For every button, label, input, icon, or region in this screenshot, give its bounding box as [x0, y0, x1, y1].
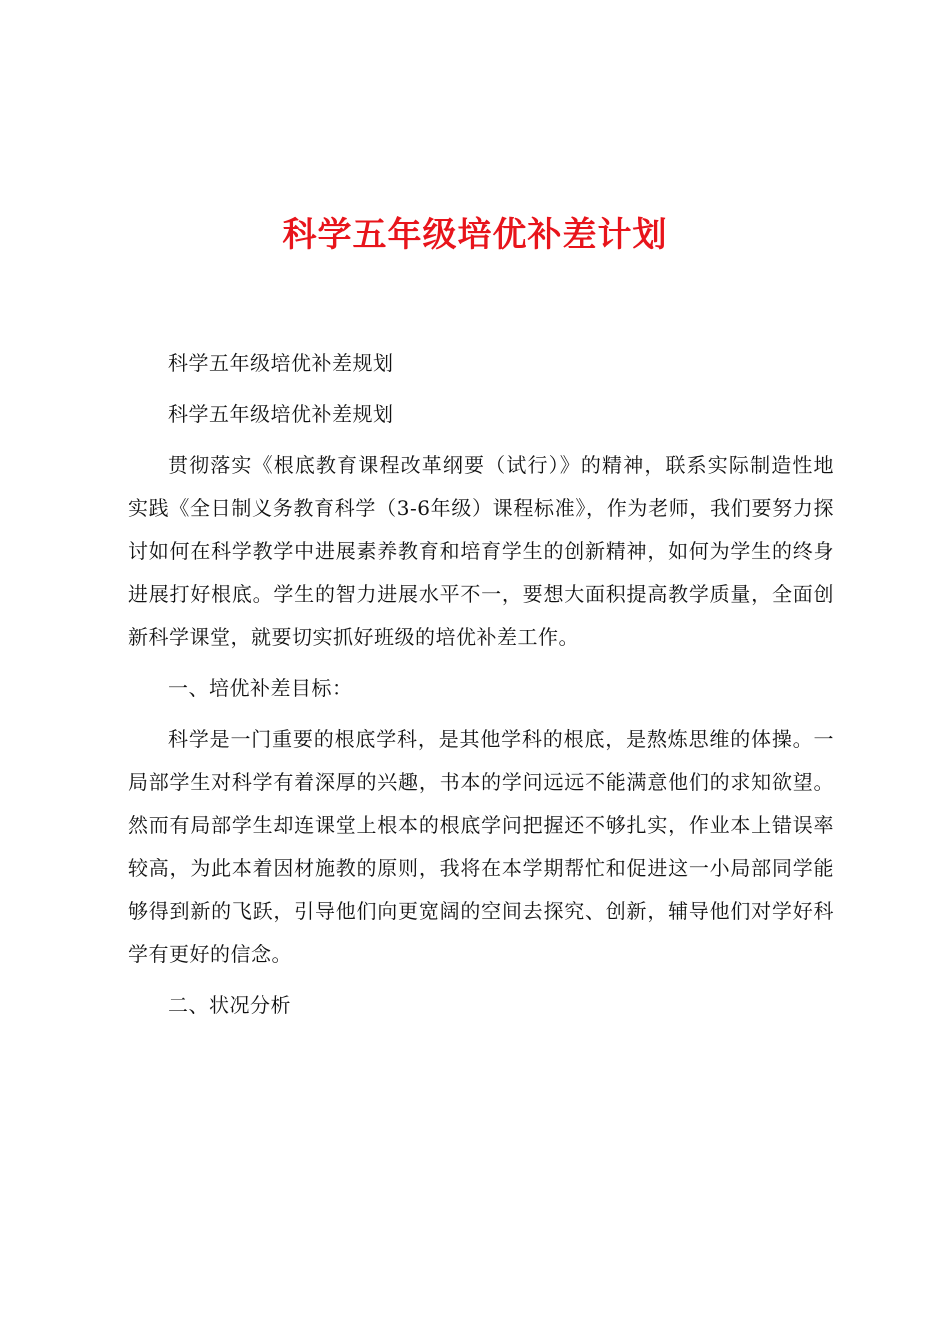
document-body [128, 342, 834, 1035]
paragraph-intro: 贯彻落实《根底教育课程改革纲要（试行）》的精神，联系实际制造性地实践《全日制义务教育科学（3-6年级）课程标准》，作为老师，我们要努力探讨如何在科学教学中进展素养教育和培育学生的创新精神，如何为学生的终身进展打好根底。学生的智力进展水平不一，要想大面积提高教学质量，全面创新科学课堂，就要切实抓好班级的培优补差工作。 [128, 453, 834, 649]
paragraph-subtitle-2: 科学五年级培优补差规划 [168, 402, 394, 426]
document-title: 科学五年级培优补差计划 [282, 215, 668, 255]
section-heading-goals: 一、培优补差目标： [168, 676, 353, 700]
paragraph-goals: 科学是一门重要的根底学科，是其他学科的根底，是熬炼思维的体操。一局部学生对科学有着深厚的兴趣，书本的学问远远不能满意他们的求知欲望。然而有局部学生却连课堂上根本的根底学问把握还不够扎实，作业本上错误率较高，为此本着因材施教的原则，我将在本学期帮忙和促进这一小局部同学能够得到新的飞跃，引导他们向更宽阔的空间去探究、创新，辅导他们对学好科学有更好的信念。 [128, 727, 834, 966]
paragraph-subtitle-1: 科学五年级培优补差规划 [168, 351, 394, 375]
section-heading-analysis: 二、状况分析 [168, 993, 291, 1017]
